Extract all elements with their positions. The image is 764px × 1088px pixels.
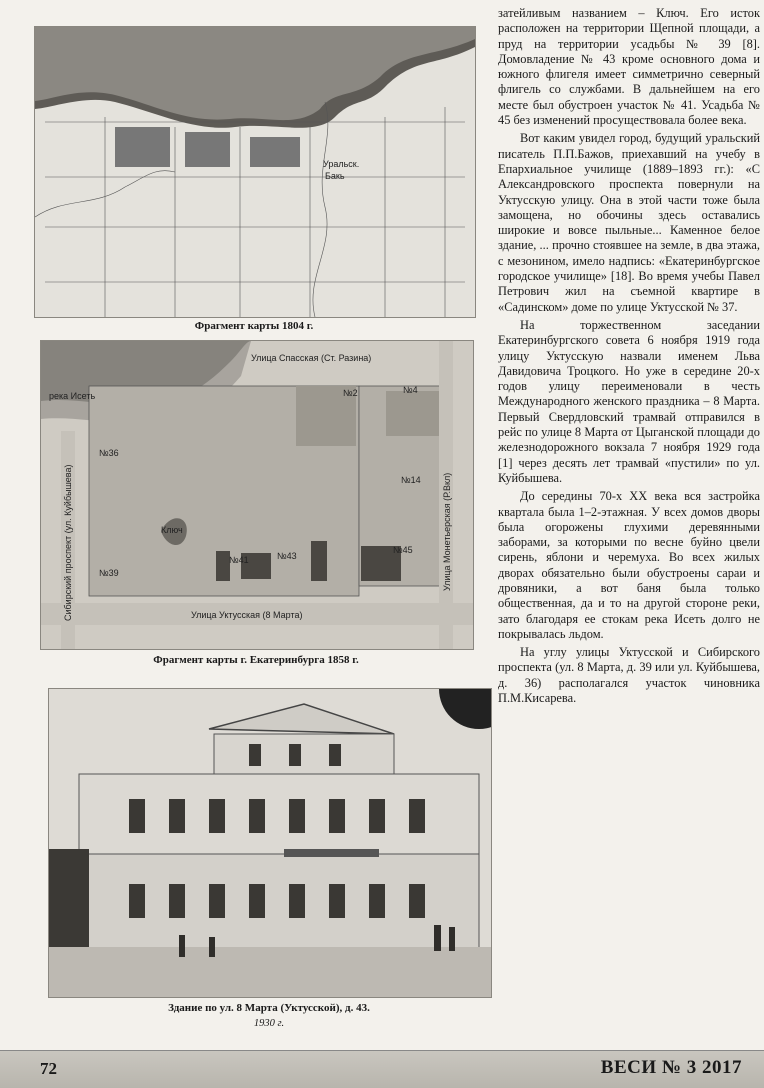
map1858-label-n43: №43 — [277, 551, 297, 561]
map1858-label-n41: №41 — [229, 555, 249, 565]
page-number: 72 — [40, 1059, 57, 1078]
page-footer — [0, 1050, 764, 1088]
map1858-label-utkusskaya: Улица Уктусская (8 Марта) — [191, 610, 303, 620]
map-1804 — [34, 26, 476, 318]
map1858-label-spasskaya: Улица Спасская (Ст. Разина) — [251, 353, 372, 363]
map1858-label-n36: №36 — [99, 448, 119, 458]
article-paragraph: На углу улицы Уктусской и Сибирского проспекта (ул. 8 Марта, д. 39 или ул. Куйбышева, д. 36) располагался участок чиновника П.М.Кисарева. — [498, 645, 760, 706]
map1804-label-ural: Уральск. — [323, 159, 360, 169]
map1858-label-n14: №14 — [401, 475, 421, 485]
map-1804-caption: Фрагмент карты 1804 г. — [194, 320, 314, 332]
map-1858-caption: Фрагмент карты г. Екатеринбурга 1858 г. — [153, 654, 359, 666]
map1858-label-iset: река Исеть — [49, 391, 96, 401]
map1858-label-n4: №4 — [403, 385, 418, 395]
map1858-label-montazhnaya: Улица Монетьерская (Р.Вкл) — [442, 472, 452, 591]
magazine-title: ВЕСИ № 3 2017 — [600, 1057, 742, 1078]
photo-caption: Здание по ул. 8 Марта (Уктусской), д. 43. — [168, 1002, 370, 1014]
map1858-label-sibirsky: Сибирский проспект (ул. Куйбышева) — [63, 464, 73, 621]
photo-subcaption: 1930 г. — [253, 1018, 285, 1029]
map-1858 — [40, 340, 474, 650]
building-photo — [48, 688, 492, 998]
map1858-label-n45: №45 — [393, 545, 413, 555]
article-paragraph: На торжественном заседании Екатеринбургского совета 6 ноября 1919 года улицу Уктусскую назвали именем Льва Давидовича Троцкого. Но уже в середине 20-х годов улицу переименовали в честь Международного женского праздника – 8 Марта. Первый Свердловский трамвай отправился в рейс по улице 8 Марта от Цыганской площади до железнодорожного вокзала 7 ноября 1929 года [1] через десять лет трамвай «пустили» по ул. Куйбышева. — [498, 317, 760, 485]
map1858-label-n39: №39 — [99, 568, 119, 578]
article-paragraph: затейливым названием – Ключ. Его исток расположен на территории Щепной площади, а пруд на территории усадьбы № 39 [8]. Домовладение № 43 кроме основного дома и южного флигеля имеет симметрично северный флигель со службами. В дальнейшем на его месте был обустроен участок № 41. Усадьба № 45 без изменений просуществовала более века. — [498, 6, 760, 128]
article-paragraph: Вот каким увидел город, будущий уральский писатель П.П.Бажов, приехавший на учебу в Епархиальное училище (1889–1893 гг.): «С Александровского проспекта повернули на Уктусскую улицу. Она в этой части тоже была замощена, но обочины здесь оставались широкие и вовсе пыльные... Каменное белое здание, ... прочно стоявшее на земле, в два этажа, с мезонином, имело надпись: «Екатеринбургское городское училище» [18]. Во время учебы Павел Петрович жил на съемной квартире в «Садинском» доме по улице Уктусской № 37. — [498, 131, 760, 314]
map1858-label-kluch: Ключ — [161, 525, 183, 535]
map1804-label-bak: Бакь — [325, 171, 345, 181]
article-column — [498, 6, 760, 706]
article-paragraph: До середины 70-х XX века вся застройка квартала была 1–2-этажная. У всех домов дворы была огорожены глухими деревянными заборами, за которыми по весне буйно цвели сирень, яблони и черемуха. Во всех жилых дворах обязательно были обустроены сараи и дровяники, а вот баня была только общественная, да и то на другой стороне реки, зато благодаря ее стокам река Исеть долго не покрывалась льдом. — [498, 489, 760, 641]
map1858-label-n2: №2 — [343, 388, 358, 398]
